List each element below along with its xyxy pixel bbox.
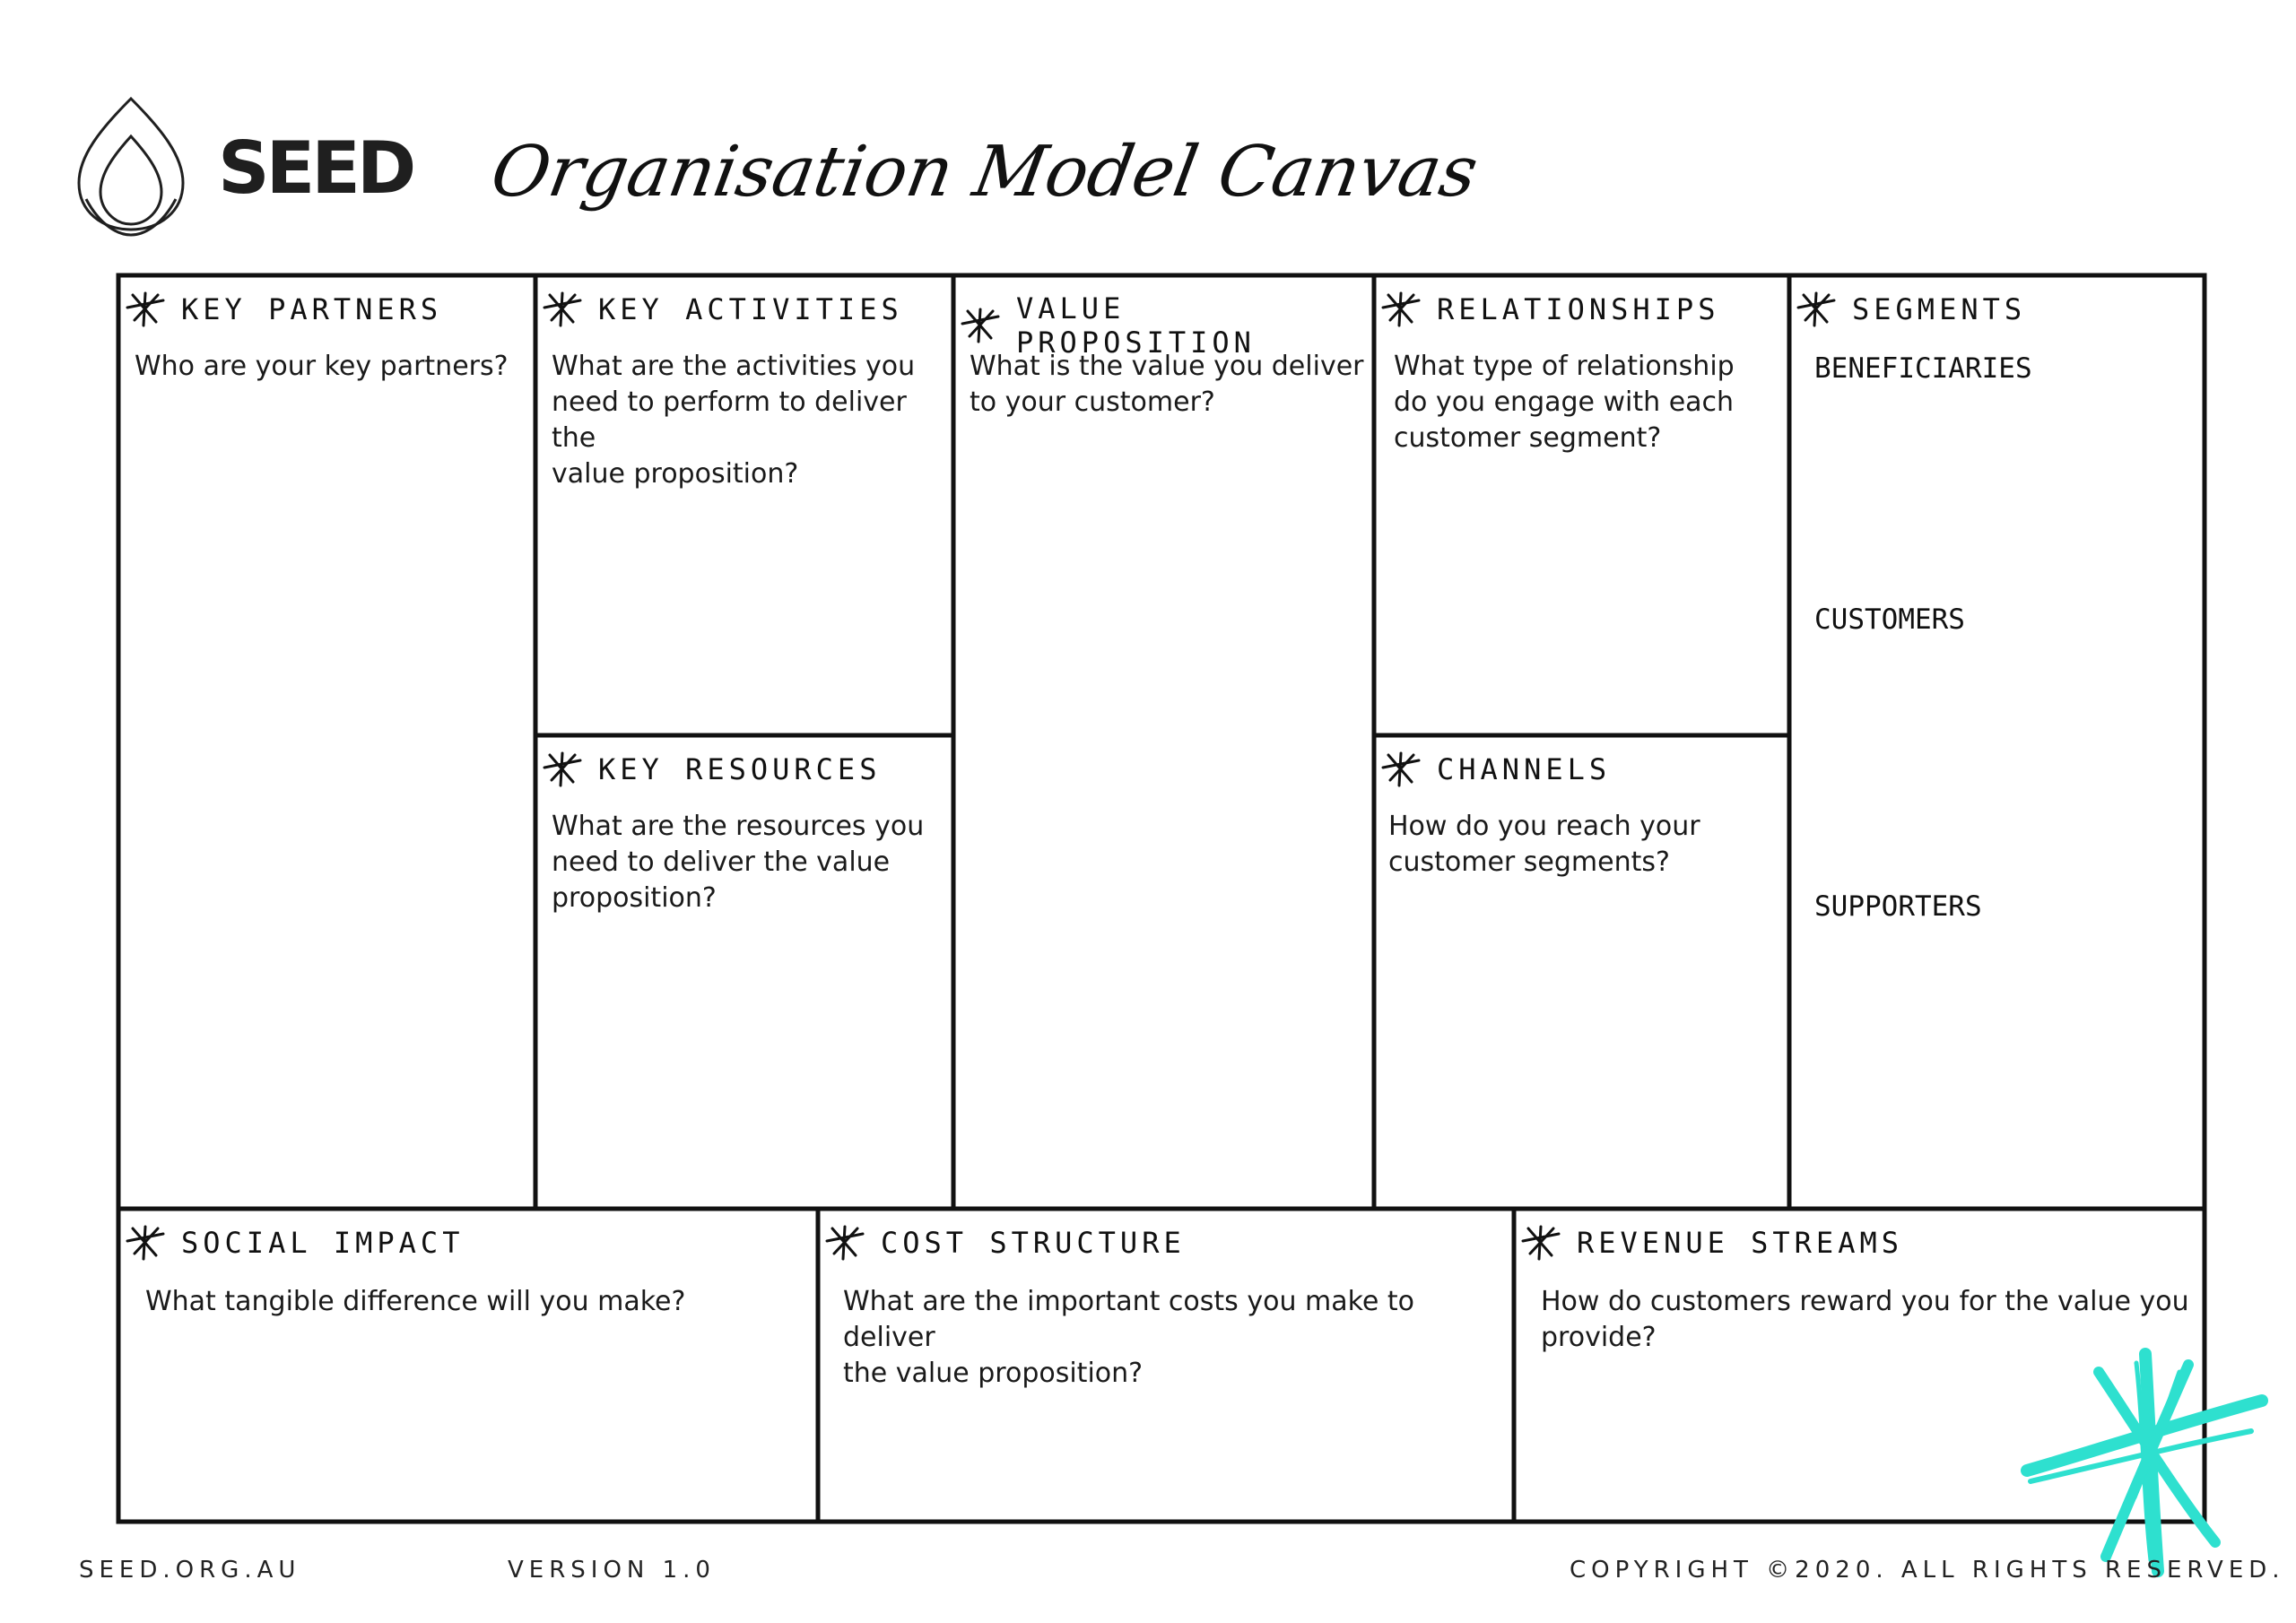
key-partners-question: Who are your key partners? bbox=[135, 351, 509, 382]
question-line: How do customers reward you for the value you bbox=[1541, 1286, 2189, 1317]
question-line: What are the important costs you make to deliver bbox=[843, 1286, 1415, 1353]
cost-structure-header bbox=[825, 1225, 1186, 1261]
question-line: What type of relationship bbox=[1394, 351, 1735, 382]
value-proposition-label: VALUE PROPOSITION bbox=[1016, 291, 1256, 360]
question-line: to your customer? bbox=[970, 386, 1215, 418]
segment-supporters: SUPPORTERS bbox=[1814, 890, 1982, 923]
canvas-title bbox=[485, 117, 1484, 242]
question-line: provide? bbox=[1541, 1322, 1657, 1353]
question-line: What are the activities you bbox=[552, 351, 916, 382]
question-line: the value proposition? bbox=[843, 1358, 1144, 1389]
revenue-streams-label: REVENUE STREAMS bbox=[1577, 1226, 1903, 1260]
asterisk-icon bbox=[1381, 291, 1421, 327]
key-resources-label: KEY RESOURCES bbox=[598, 752, 882, 786]
segments-header bbox=[1796, 291, 2026, 327]
seed-logo-icon bbox=[74, 93, 188, 237]
revenue-streams-header bbox=[1521, 1225, 1903, 1261]
footer-copyright: COPYRIGHT ©2020. ALL RIGHTS RESERVED. bbox=[1570, 1557, 2285, 1584]
question-line: need to deliver the value bbox=[552, 846, 891, 878]
key-partners-section bbox=[118, 275, 535, 1209]
social-impact-header bbox=[126, 1225, 464, 1261]
key-partners-header bbox=[126, 291, 442, 327]
asterisk-icon bbox=[825, 1225, 865, 1261]
segment-beneficiaries: BENEFICIARIES bbox=[1814, 352, 2032, 385]
relationships-label: RELATIONSHIPS bbox=[1437, 292, 1720, 326]
value-proposition-question bbox=[970, 349, 1363, 421]
asterisk-icon bbox=[126, 1225, 165, 1261]
relationships-section bbox=[1374, 275, 1789, 735]
cost-structure-question bbox=[843, 1284, 1514, 1392]
asterisk-icon bbox=[961, 308, 1000, 343]
question-line: What is the value you deliver bbox=[970, 351, 1364, 382]
asterisk-icon bbox=[543, 751, 582, 787]
relationships-question bbox=[1394, 349, 1735, 456]
asterisk-icon bbox=[1381, 751, 1421, 787]
question-line: How do you reach your bbox=[1388, 811, 1700, 842]
value-proposition-section bbox=[953, 275, 1374, 1209]
key-resources-question bbox=[552, 809, 924, 916]
key-partners-label: KEY PARTNERS bbox=[181, 292, 443, 326]
teal-asterisk-icon bbox=[2009, 1345, 2278, 1578]
key-activities-label: KEY ACTIVITIES bbox=[598, 292, 903, 326]
channels-section bbox=[1374, 735, 1789, 1209]
question-line: do you engage with each bbox=[1394, 386, 1735, 418]
key-resources-header bbox=[543, 751, 881, 787]
channels-header bbox=[1381, 751, 1611, 787]
segments-label: SEGMENTS bbox=[1852, 292, 2027, 326]
social-impact-section bbox=[118, 1209, 818, 1522]
segment-customers: CUSTOMERS bbox=[1814, 603, 1965, 636]
social-impact-label: SOCIAL IMPACT bbox=[181, 1226, 465, 1260]
social-impact-question: What tangible difference will you make? bbox=[145, 1286, 686, 1317]
question-line: value proposition? bbox=[552, 458, 799, 490]
key-resources-section bbox=[535, 735, 953, 1209]
question-line: proposition? bbox=[552, 882, 717, 914]
question-line: What are the resources you bbox=[552, 811, 925, 842]
key-activities-header bbox=[543, 291, 903, 327]
key-activities-question bbox=[552, 349, 953, 492]
footer-website: SEED.ORG.AU bbox=[79, 1557, 301, 1584]
asterisk-icon bbox=[1521, 1225, 1561, 1261]
question-line: customer segments? bbox=[1388, 846, 1670, 878]
cost-structure-label: COST STRUCTURE bbox=[881, 1226, 1186, 1260]
footer-version: VERSION 1.0 bbox=[508, 1557, 716, 1584]
key-activities-section bbox=[535, 275, 953, 735]
question-line: customer segment? bbox=[1394, 422, 1662, 454]
svg-text:Organisation Model Canvas: Organisation Model Canvas bbox=[485, 130, 1484, 213]
question-line: need to perform to deliver the bbox=[552, 386, 907, 454]
cost-structure-section bbox=[818, 1209, 1514, 1522]
channels-question bbox=[1388, 809, 1700, 881]
relationships-header bbox=[1381, 291, 1719, 327]
asterisk-icon bbox=[1796, 291, 1836, 327]
brand-name: SEED bbox=[218, 126, 413, 210]
segments-section bbox=[1789, 275, 2205, 1209]
asterisk-icon bbox=[126, 291, 165, 327]
channels-label: CHANNELS bbox=[1437, 752, 1612, 786]
asterisk-icon bbox=[543, 291, 582, 327]
